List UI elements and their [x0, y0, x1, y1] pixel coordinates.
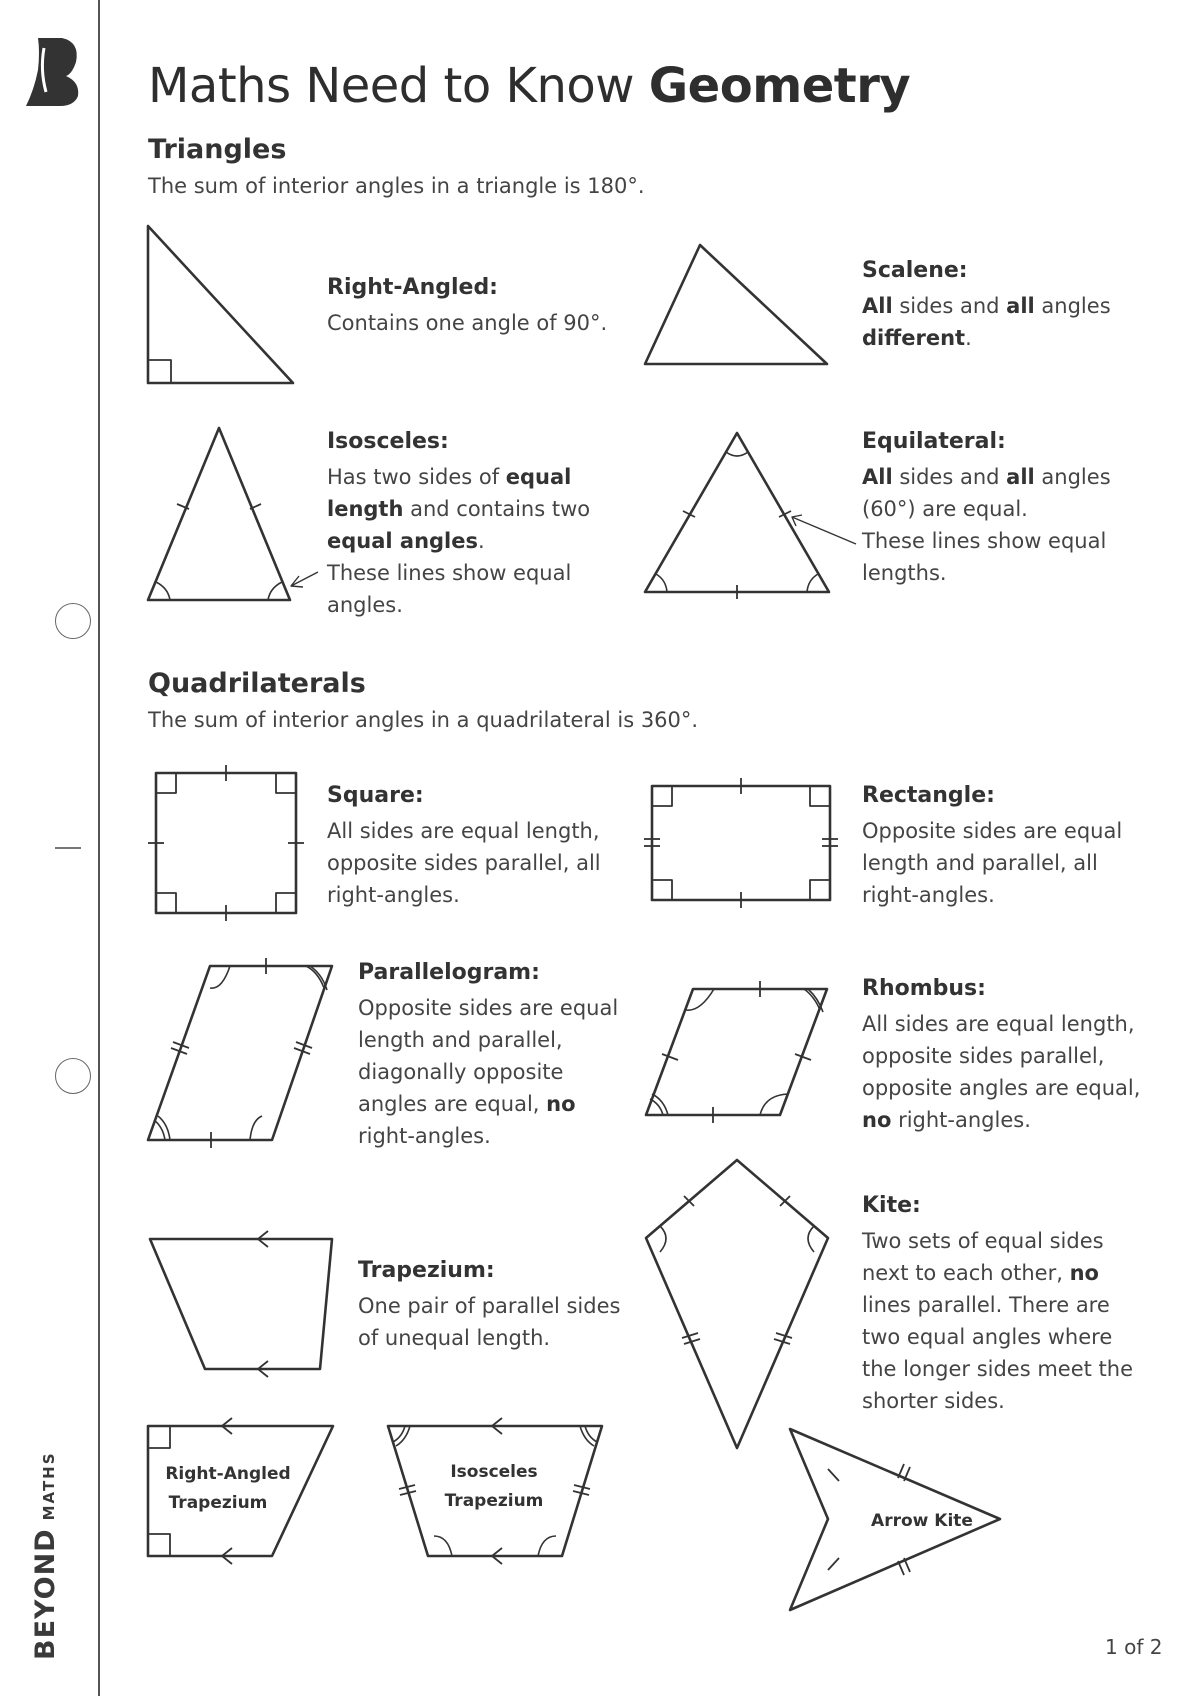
ra-trapezium-label-2: Trapezium [168, 1493, 268, 1513]
right-angled-text: Contains one angle of 90°. [327, 311, 608, 335]
right-angled-triangle-shape [148, 226, 293, 383]
equilateral-note: These lines show equal lengths. [862, 529, 1107, 585]
ra-trapezium-label-1: Right-Angled [165, 1464, 291, 1484]
equilateral-title: Equilateral: [862, 429, 1006, 454]
kite-title: Kite: [862, 1193, 921, 1218]
scalene-desc: Scalene: All sides and all angles different. [862, 255, 1122, 354]
equilateral-desc: Equilateral: All sides and all angles (60°) are equal. These lines show equal lengths. [862, 426, 1122, 589]
rhombus-desc: Rhombus: All sides are equal length, opposite sides parallel, opposite angles are equal, no right-angles. [862, 973, 1152, 1136]
equilateral-triangle-shape [645, 433, 856, 599]
rectangle-desc: Rectangle: Opposite sides are equal length and parallel, all right-angles. [862, 780, 1142, 911]
arrow-kite-label: Arrow Kite [871, 1511, 973, 1531]
page-number: 1 of 2 [1105, 1635, 1163, 1659]
quadrilaterals-intro: The sum of interior angles in a quadrilateral is 360°. [148, 708, 699, 732]
isosceles-trapezium-shape [388, 1418, 602, 1564]
isosceles-triangle-shape [148, 428, 318, 600]
trapezium-desc: Trapezium: One pair of parallel sides of unequal length. [358, 1255, 638, 1354]
square-title: Square: [327, 783, 424, 808]
trapezium-shape [150, 1231, 332, 1377]
triangles-heading: Triangles [148, 134, 287, 165]
quadrilaterals-heading: Quadrilaterals [148, 668, 366, 699]
square-desc: Square: All sides are equal length, opposite sides parallel, all right-angles. [327, 780, 617, 911]
isosceles-title: Isosceles: [327, 429, 449, 454]
parallelogram-desc: Parallelogram: Opposite sides are equal length and parallel, diagonally opposite angles are equal, no right-angles. [358, 957, 638, 1152]
triangles-intro: The sum of interior angles in a triangle is 180°. [148, 174, 645, 198]
rhombus-shape [646, 981, 827, 1123]
right-angled-trapezium-shape [148, 1418, 333, 1564]
right-angled-title: Right-Angled: [327, 275, 498, 300]
rhombus-title: Rhombus: [862, 976, 986, 1001]
iso-trapezium-label-1: Isosceles [450, 1462, 538, 1482]
kite-shape [646, 1160, 828, 1448]
kite-desc: Kite: Two sets of equal sides next to each other, no lines parallel. There are two equal angles where the longer sides meet the shorter sides. [862, 1190, 1152, 1417]
page-title: Maths Need to Know Geometry [148, 58, 911, 114]
trapezium-title: Trapezium: [358, 1258, 495, 1283]
rectangle-shape [644, 778, 838, 908]
scalene-title: Scalene: [862, 258, 968, 283]
rectangle-title: Rectangle: [862, 783, 995, 808]
isosceles-desc: Isosceles: Has two sides of equal length and contains two equal angles. These lines show equal angles. [327, 426, 607, 621]
brand-vertical: BEYONDMATHS [30, 1451, 61, 1660]
scalene-triangle-shape [645, 245, 827, 364]
arrow-kite-shape [790, 1429, 1000, 1610]
parallelogram-shape [148, 958, 332, 1148]
iso-trapezium-label-2: Trapezium [444, 1491, 544, 1511]
square-shape [148, 765, 304, 921]
isosceles-note: These lines show equal angles. [327, 561, 572, 617]
parallelogram-title: Parallelogram: [358, 960, 540, 985]
